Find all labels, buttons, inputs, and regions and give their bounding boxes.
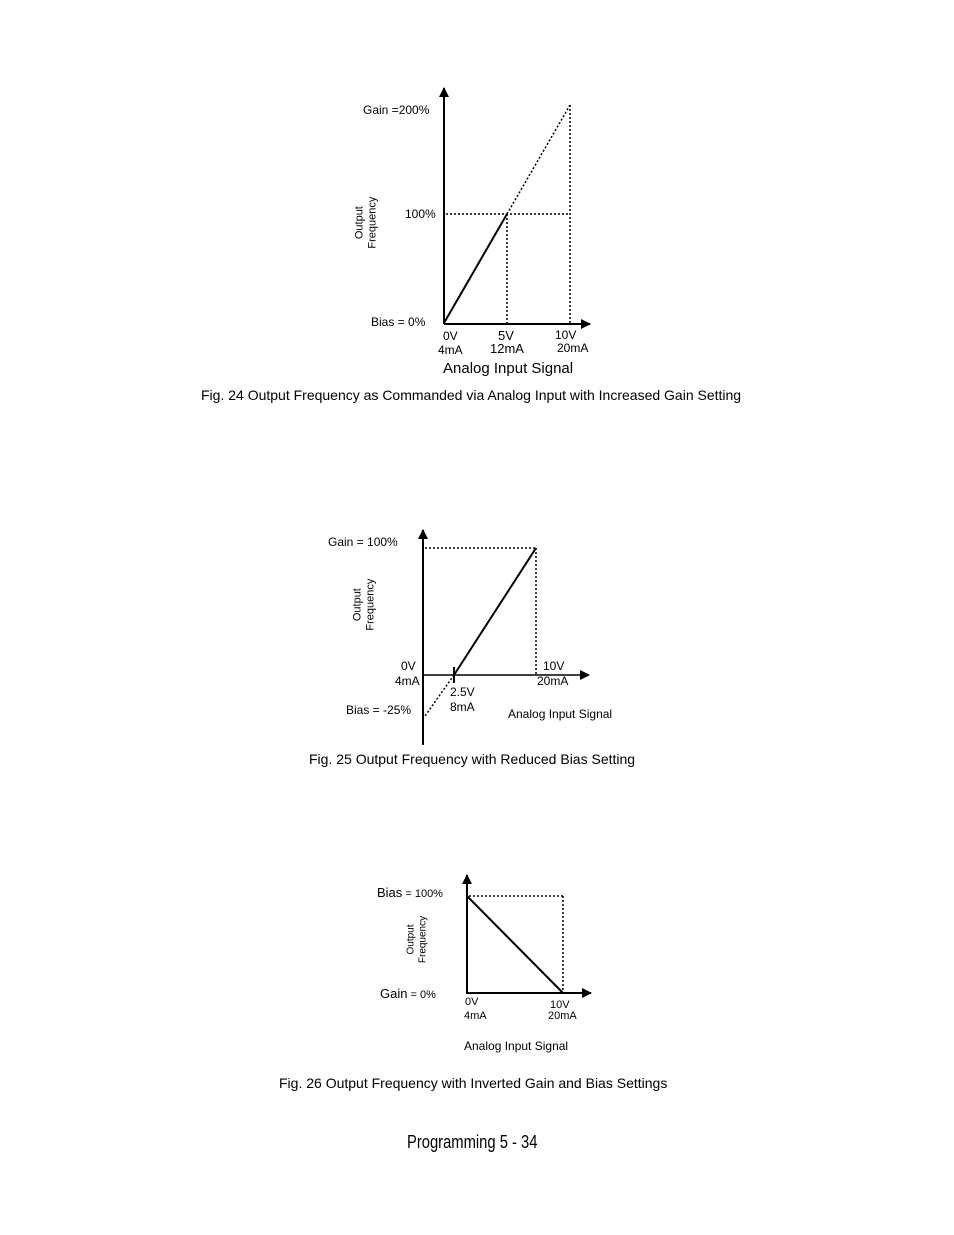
fig26-x0-ma: 4mA [464,1010,487,1022]
fig24-caption: Fig. 24 Output Frequency as Commanded via Analog Input with Increased Gain Setting [201,387,742,403]
fig24-solid-line [444,214,507,323]
fig24-y-axis-label: Output Frequency [353,196,378,249]
fig24-x0-volt: 0V [443,329,458,343]
fig25-x1-volt: 2.5V [450,685,475,699]
fig26-bias-label: Bias = 100% [377,885,443,900]
fig24-x2-volt: 10V [555,328,577,342]
fig25-solid-line [454,548,536,675]
fig24-x-axis-label: Analog Input Signal [443,360,574,377]
fig26-gain-label: Gain = 0% [380,986,436,1001]
fig25-x-axis-label: Analog Input Signal [508,707,613,721]
fig25-x2-ma: 20mA [537,674,569,688]
fig26-caption: Fig. 26 Output Frequency with Inverted Gain and Bias Settings [279,1075,668,1091]
fig25-y-axis-label: Output Frequency [351,578,376,631]
fig25-x2-volt: 10V [543,659,565,673]
fig25-x1-ma: 8mA [450,700,475,714]
fig26-y-axis-label: Output Frequency [405,915,428,964]
fig25-bias-label: Bias = -25% [346,703,412,717]
fig24-x1-ma: 12mA [490,341,524,356]
fig26-x-axis-label: Analog Input Signal [464,1039,569,1053]
fig25-gain-label: Gain = 100% [328,535,398,549]
fig26-x2-volt: 10V [550,999,570,1011]
fig24-x2-ma: 20mA [557,341,589,355]
fig24-bias-label: Bias = 0% [371,315,426,329]
fig24-x1-volt: 5V [498,328,514,343]
fig24-dotted-extension [507,105,570,214]
fig26-solid-line [467,896,563,993]
fig26-x2-ma: 20mA [548,1010,577,1022]
fig24-gain-label: Gain =200% [363,103,430,117]
fig26-x0-volt: 0V [465,996,479,1008]
fig24-x0-ma: 4mA [438,343,463,357]
fig25-x0-ma: 4mA [395,674,420,688]
fig25-caption: Fig. 25 Output Frequency with Reduced Bias Setting [309,751,636,767]
fig25-x0-volt: 0V [401,659,416,673]
fig24-100pct-label: 100% [405,207,436,221]
page-footer: Programming 5 - 34 [407,1132,538,1152]
